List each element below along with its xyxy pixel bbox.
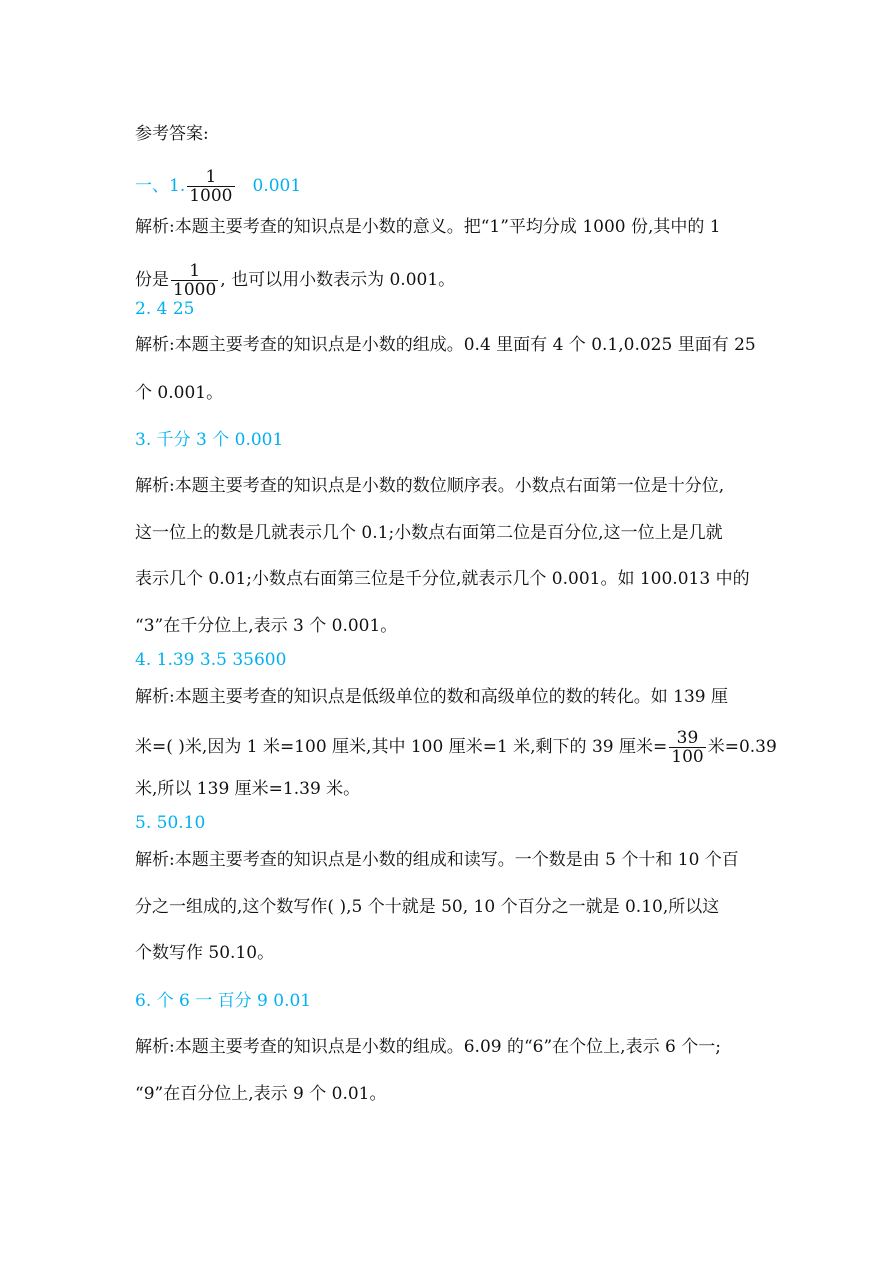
explanation-2-line-2: 个 0.001。 xyxy=(135,383,224,403)
page-title: 参考答案: xyxy=(135,124,209,144)
answer-2: 2. 4 25 xyxy=(135,299,195,319)
fraction-denominator: 1000 xyxy=(189,186,233,206)
explanation-5-line-1: 解析:本题主要考查的知识点是小数的组成和读写。一个数是由 5 个十和 10 个百 xyxy=(135,850,739,870)
answer-1-prefix: 一、1. xyxy=(135,176,186,196)
answer-3: 3. 千分 3 个 0.001 xyxy=(135,430,284,450)
explanation-5-line-2: 分之一组成的,这个数写作( ),5 个十就是 50, 10 个百分之一就是 0.10,所以这 xyxy=(135,897,720,917)
explanation-4-fraction xyxy=(669,729,705,766)
explanation-4-line-1: 解析:本题主要考查的知识点是低级单位的数和高级单位的数的转化。如 139 厘 xyxy=(135,687,728,707)
answer-6: 6. 个 6 一 百分 9 0.01 xyxy=(135,991,312,1011)
answer-1-decimal: 0.001 xyxy=(252,176,302,196)
explanation-4-text: 米=( )米,因为 1 米=100 厘米,其中 100 厘米=1 米,剩下的 39 厘米= xyxy=(135,737,668,757)
answer-5: 5. 50.10 xyxy=(135,813,206,833)
explanation-1-line-2 xyxy=(135,261,456,300)
explanation-3-line-2: 这一位上的数是几就表示几个 0.1;小数点右面第二位是百分位,这一位上是几就 xyxy=(135,523,723,543)
fraction-denominator: 1000 xyxy=(173,280,217,300)
fraction-numerator: 1 xyxy=(205,167,217,187)
fraction-numerator: 39 xyxy=(676,728,699,748)
explanation-4-line-3: 米,所以 139 厘米=1.39 米。 xyxy=(135,779,361,799)
explanation-3-line-3: 表示几个 0.01;小数点右面第三位是千分位,就表示几个 0.001。如 100.013 中的 xyxy=(135,569,750,589)
answer-4: 4. 1.39 3.5 35600 xyxy=(135,650,287,670)
explanation-4-text-end: 米=0.39 xyxy=(707,737,777,757)
explanation-3-line-4: “3”在千分位上,表示 3 个 0.001。 xyxy=(135,616,398,636)
explanation-3-line-1: 解析:本题主要考查的知识点是小数的数位顺序表。小数点右面第一位是十分位, xyxy=(135,476,725,496)
answer-1-fraction xyxy=(187,168,234,205)
explanation-5-line-3: 个数写作 50.10。 xyxy=(135,943,275,963)
explanation-1-line-1: 解析:本题主要考查的知识点是小数的意义。把“1”平均分成 1000 份,其中的 1 xyxy=(135,217,721,237)
explanation-6-line-1: 解析:本题主要考查的知识点是小数的组成。6.09 的“6”在个位上,表示 6 个一; xyxy=(135,1037,721,1057)
fraction-numerator: 1 xyxy=(189,261,201,281)
explanation-1-fraction xyxy=(171,262,218,299)
explanation-1-text-end: , 也可以用小数表示为 0.001。 xyxy=(220,270,456,290)
explanation-1-text: 份是 xyxy=(135,270,169,290)
answer-1 xyxy=(135,167,302,206)
explanation-4-line-2 xyxy=(135,728,777,767)
explanation-2-line-1: 解析:本题主要考查的知识点是小数的组成。0.4 里面有 4 个 0.1,0.025 里面有 25 xyxy=(135,335,756,355)
explanation-6-line-2: “9”在百分位上,表示 9 个 0.01。 xyxy=(135,1084,387,1104)
fraction-denominator: 100 xyxy=(671,747,704,767)
